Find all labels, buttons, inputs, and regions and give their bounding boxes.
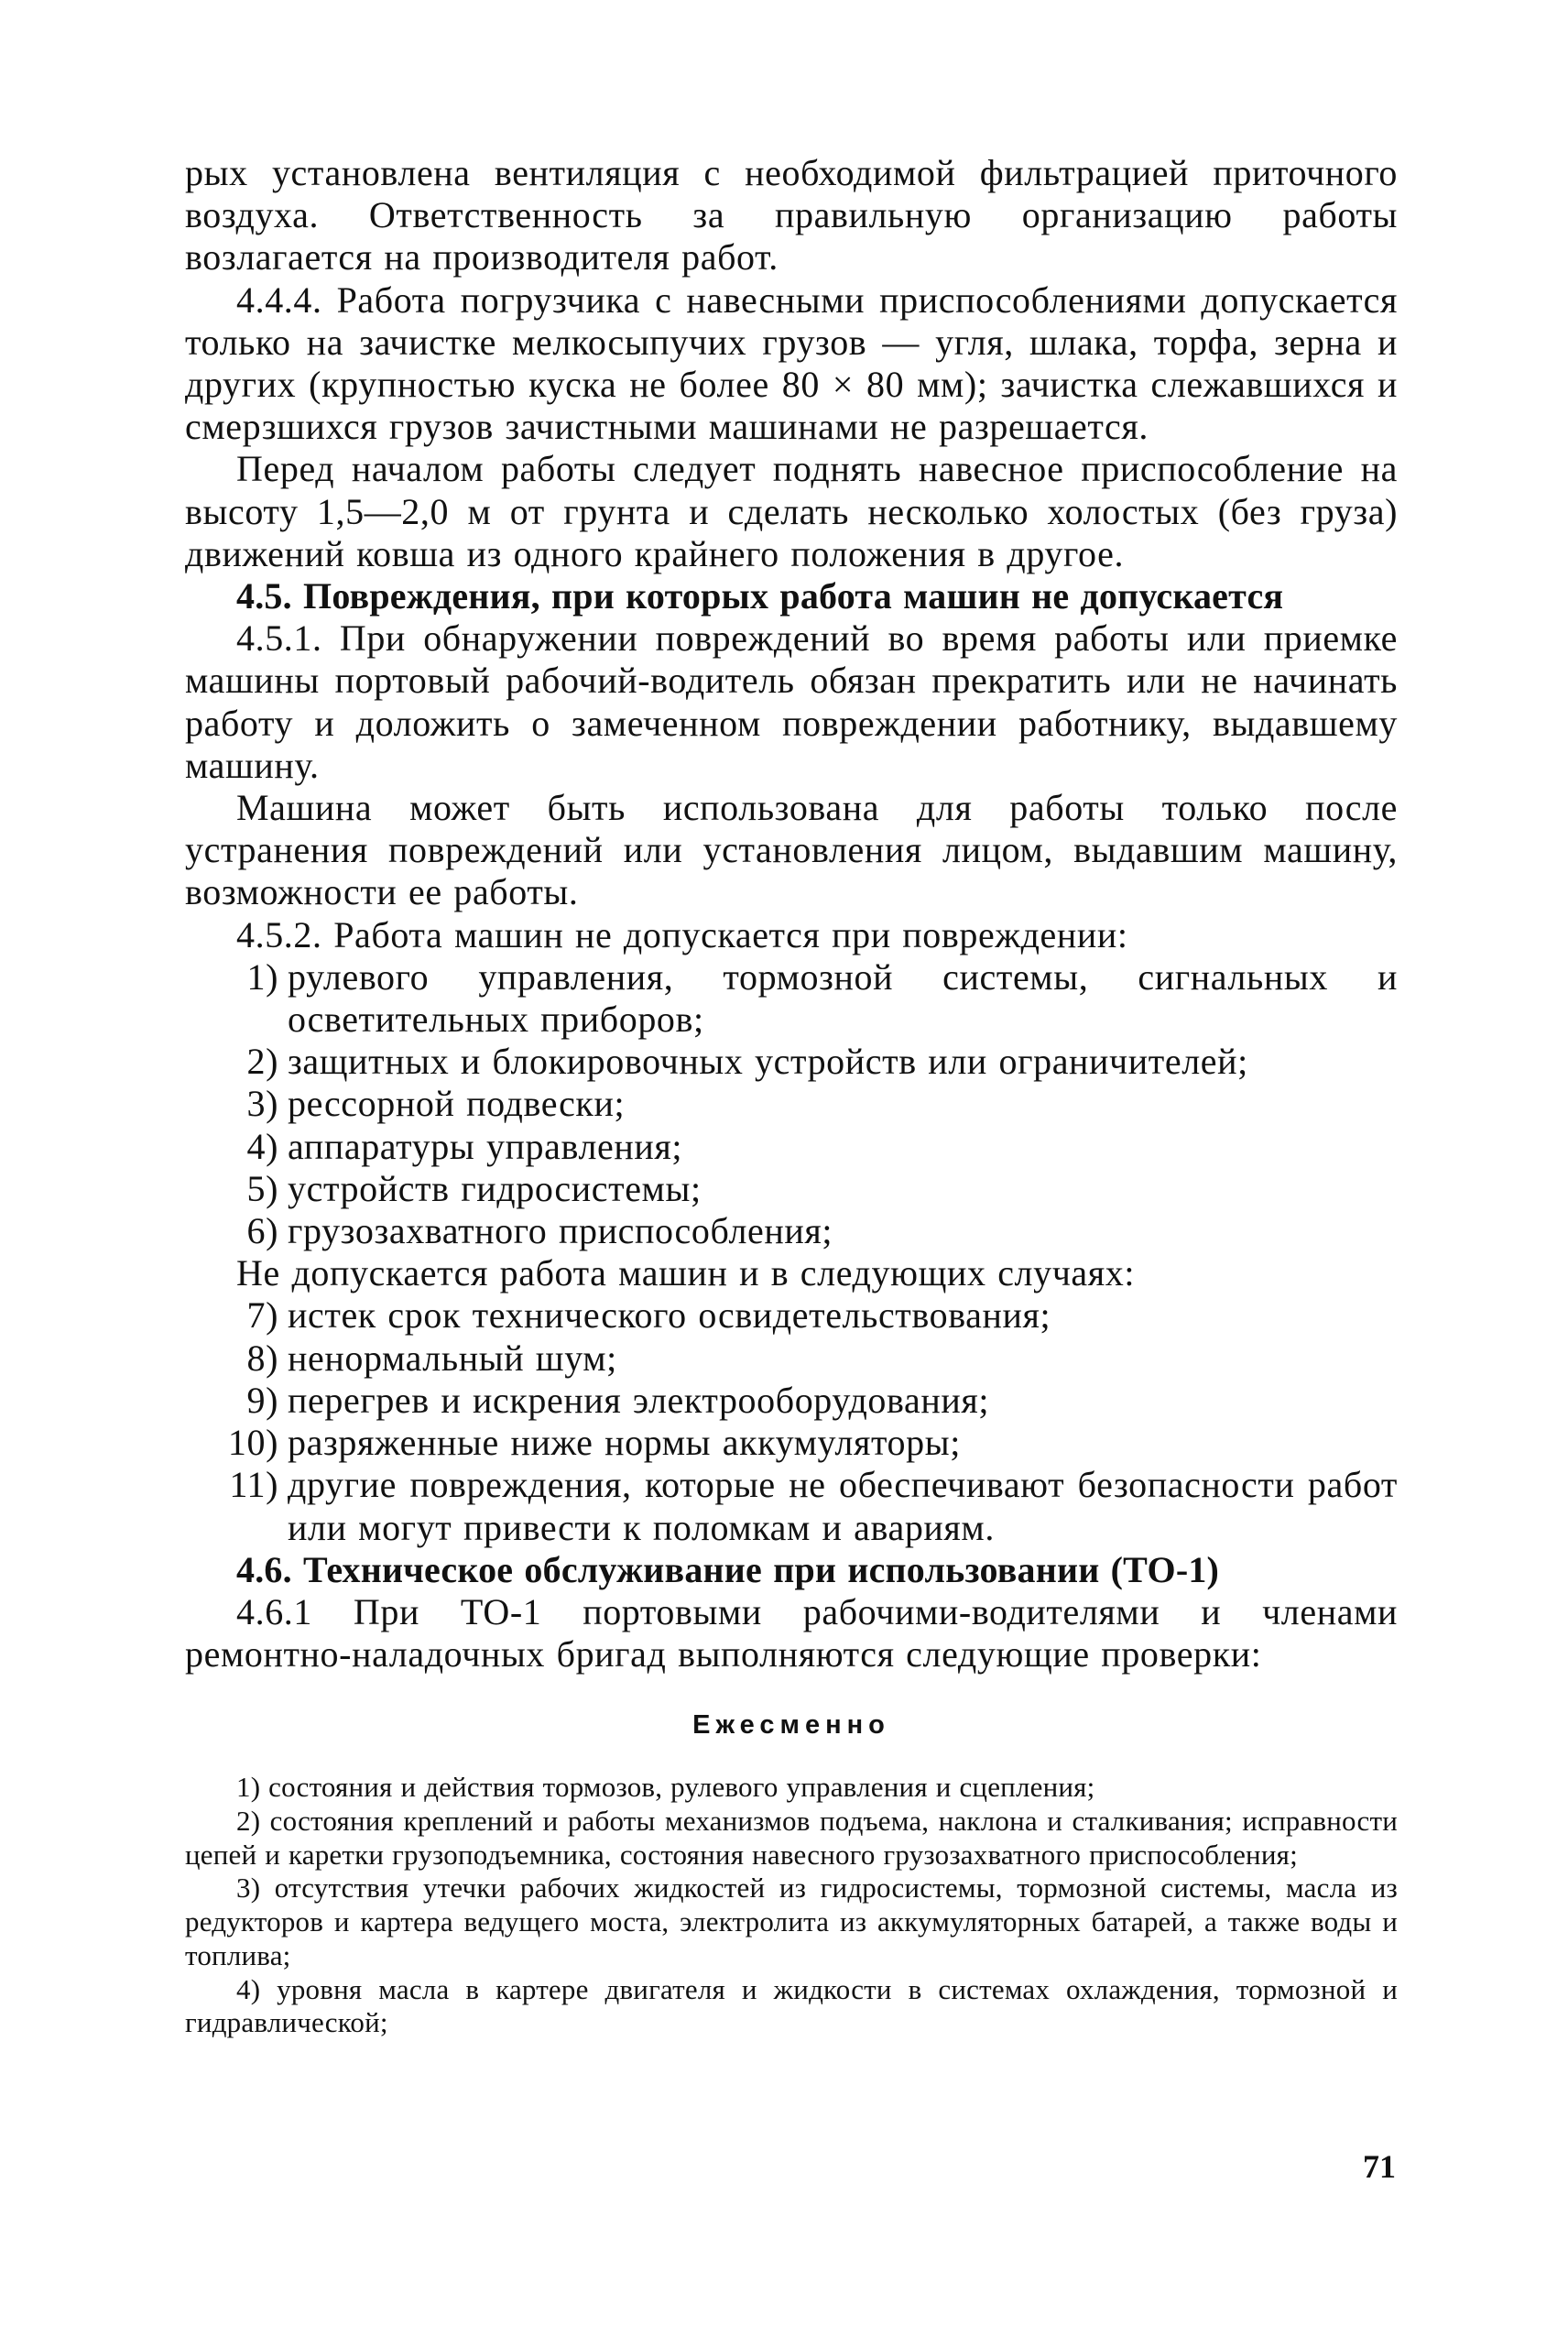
paragraph-machine-use: Машина может быть использована для работы только после устранения повреждений или установления лицом, выдавшим машину, возможности ее работы. [185, 787, 1398, 913]
list-item: 8) ненормальный шум; [246, 1337, 617, 1379]
paragraph-4-5-2: 4.5.2. Работа машин не допускается при повреждении: [236, 913, 1128, 955]
subheading-each-shift: Ежесменно [692, 1710, 890, 1741]
list-item: 4) аппаратуры управления; [246, 1125, 683, 1167]
list-item: 10) разряженные ниже нормы аккумуляторы; [227, 1422, 961, 1464]
list-item: 5) устройств гидросистемы; [246, 1167, 702, 1209]
check-item: 4) уровня масла в картере двигателя и жидкости в системах охлаждения, тормозной и гидравлической; [185, 1972, 1398, 2039]
list-item: 3) рессорной подвески; [246, 1083, 626, 1125]
check-item: 2) состояния креплений и работы механизмов подъема, наклона и сталкивания; исправности цепей и каретки грузоподъемника, состояния навесного грузозахватного приспособления; [185, 1805, 1398, 1871]
cases-intro: Не допускается работа машин и в следующих случаях: [236, 1252, 1136, 1294]
paragraph-4-5-1: 4.5.1. При обнаружении повреждений во время работы или приемке машины портовый рабочий-водитель обязан прекратить или не начинать работу и доложить о замеченном повреждении работнику, выдавшему машину. [185, 617, 1398, 786]
checks-list [185, 1771, 1398, 2040]
main-text [185, 152, 1398, 1676]
paragraph-4-6-1: 4.6.1 При ТО-1 портовыми рабочими-водителями и членами ремонтно-наладочных бригад выполняются следующие проверки: [185, 1590, 1398, 1676]
check-item: 1) состояния и действия тормозов, рулевого управления и сцепления; [236, 1771, 1095, 1804]
paragraph-4-4-4: 4.4.4. Работа погрузчика с навесными приспособлениями допускается только на зачистке мелкосыпучих грузов — угля, шлака, торфа, зерна и других (крупностью куска не более 80 × 80 мм); зачистка слежавшихся и смерзшихся грузов зачистными машинами не разрешается. [185, 278, 1398, 448]
list-item: 6) грузозахватного приспособления; [246, 1210, 833, 1252]
paragraph-continuation: рых установлена вентиляция с необходимой фильтрацией приточного воздуха. Ответственность за правильную организацию работы возлагается на производителя работ. [185, 152, 1398, 278]
paragraph-before-start: Перед началом работы следует поднять навесное приспособление на высоту 1,5—2,0 м от грунта и сделать несколько холостых (без груза) движений ковша из одного крайнего положения в другое. [185, 448, 1398, 574]
check-item: 3) отсутствия утечки рабочих жидкостей из гидросистемы, тормозной системы, масла из редукторов и картера ведущего моста, электролита из аккумуляторных батарей, а также воды и топлива; [185, 1872, 1398, 1971]
list-item: 7) истек срок технического освидетельствования; [246, 1294, 1051, 1337]
list-item: 11) другие повреждения, которые не обеспечивают безопасности работ или могут привести к поломкам и авариям. [229, 1464, 1398, 1548]
list-item: 9) перегрев и искрения электрооборудования; [246, 1379, 990, 1421]
text-column [185, 152, 1398, 2040]
list-item: 2) защитных и блокировочных устройств или ограничителей; [246, 1041, 1248, 1083]
list-item: 1) рулевого управления, тормозной системы, сигнальных и осветительных приборов; [246, 955, 1398, 1041]
section-heading-4-5: 4.5. Повреждения, при которых работа машин не допускается [236, 575, 1284, 617]
page-number: 71 [1363, 2148, 1396, 2185]
section-heading-4-6: 4.6. Техническое обслуживание при использовании (ТО-1) [236, 1548, 1220, 1590]
